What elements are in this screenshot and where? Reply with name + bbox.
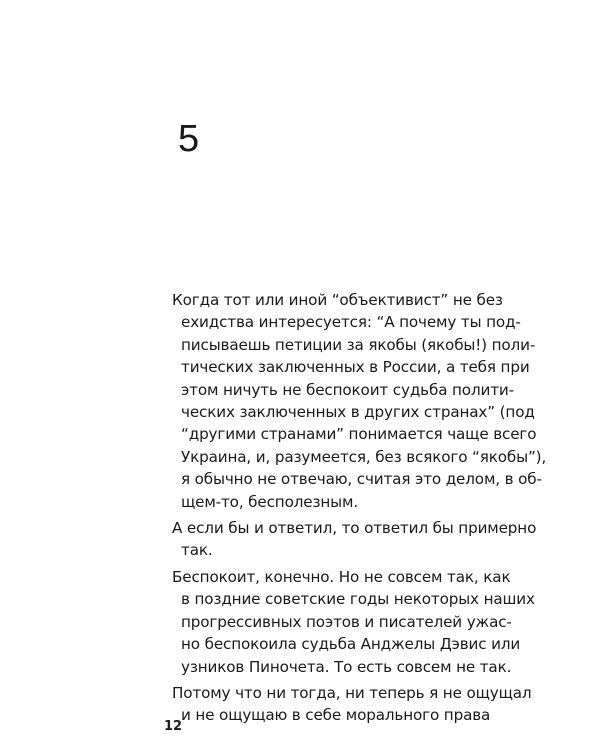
text-line: тических заключенных в России, а тебя при: [181, 358, 530, 377]
page-number: 12: [164, 719, 183, 734]
text-line: Потому что ни тогда, ни теперь я не ощущал: [172, 683, 532, 702]
text-line: я обычно не отвечаю, считая это делом, в об-: [181, 470, 542, 489]
text-line: “другими странами” понимается чаще всего: [181, 425, 537, 444]
paragraph: [172, 289, 547, 513]
text-line: А если бы и ответил, то ответил бы примерно: [172, 519, 537, 538]
body-text: [172, 289, 547, 731]
paragraph: [172, 517, 537, 562]
text-line: Когда тот или иной “объективист” не без: [172, 291, 503, 309]
text-line: щем-то, бесполезным.: [181, 492, 358, 511]
text-line: ческих заключенных в других странах” (под: [181, 403, 535, 422]
text-line: но беспокоила судьба Анджелы Дэвис или: [181, 635, 521, 654]
text-line: Беспокоит, конечно. Но не совсем так, как: [172, 567, 511, 586]
text-line: писываешь петиции за якобы (якобы!) поли-: [181, 335, 536, 354]
text-line: ехидства интересуется: “А почему ты под-: [181, 313, 521, 332]
text-line: прогрессивных поэтов и писателей ужас-: [181, 612, 512, 631]
text-line: Украина, и, разумеется, без всякого “якобы”),: [181, 447, 547, 466]
chapter-number: 5: [178, 118, 200, 160]
text-line: в поздние советские годы некоторых наших: [181, 590, 535, 609]
paragraph: [172, 566, 535, 678]
text-line: и не ощущаю в себе морального права: [181, 706, 491, 725]
text-line: этом ничуть не беспокоит судьба полити-: [181, 380, 514, 399]
paragraph: [172, 682, 532, 727]
text-line: так.: [181, 541, 213, 560]
text-line: узников Пиночета. То есть совсем не так.: [181, 657, 512, 676]
